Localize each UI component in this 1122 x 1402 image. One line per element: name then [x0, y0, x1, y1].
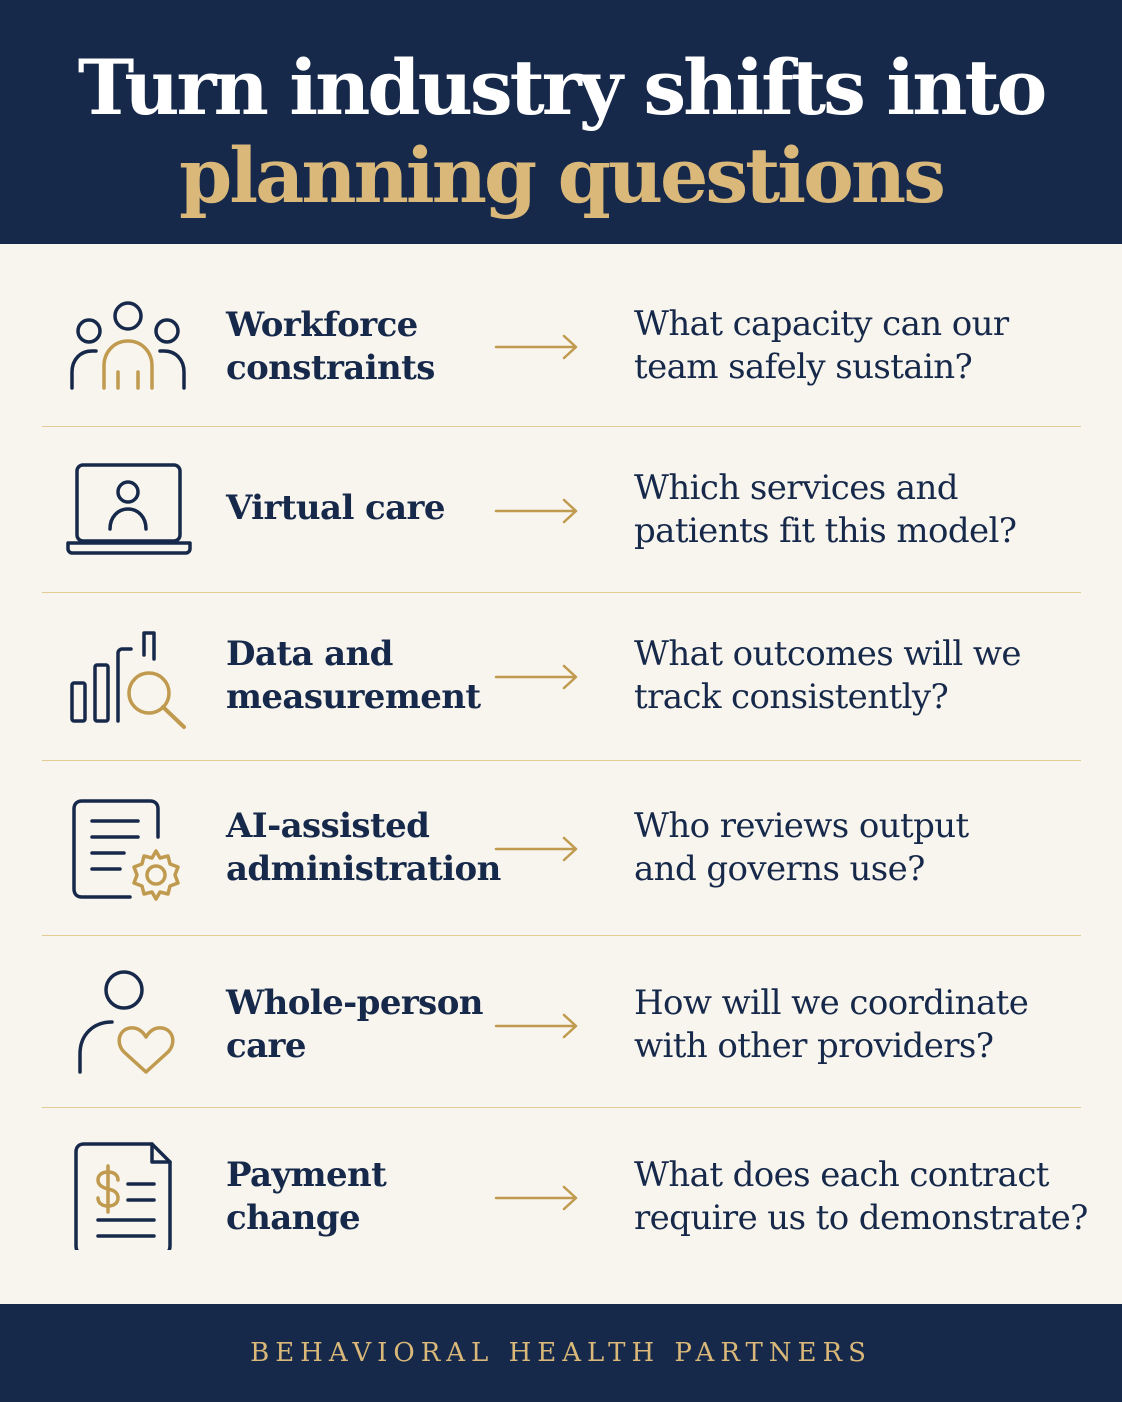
shift-label: Payment change: [226, 1155, 387, 1238]
list-item-payment-change: [0, 1108, 1122, 1304]
person-heart-icon: [62, 966, 194, 1076]
arrow-right-icon: [494, 1011, 580, 1041]
footer-banner: [0, 1304, 1122, 1402]
team-icon: [62, 296, 194, 406]
planning-question: Which services and patients fit this model?: [634, 468, 1017, 551]
chart-magnifier-icon: [62, 625, 194, 735]
arrow-right-icon: [494, 496, 580, 526]
organization-name: BEHAVIORAL HEALTH PARTNERS: [250, 1338, 872, 1368]
planning-question: What capacity can our team safely sustain?: [634, 304, 1009, 387]
arrow-right-icon: [494, 1183, 580, 1213]
arrow-right-icon: [494, 662, 580, 692]
shift-label: Whole-person care: [226, 983, 483, 1066]
list-item-virtual-care: [0, 427, 1122, 592]
title-line-2: planning questions: [179, 131, 943, 220]
title-line-1: Turn industry shifts into: [77, 43, 1045, 132]
planning-question: How will we coordinate with other providers?: [634, 983, 1029, 1066]
shift-label: AI-assisted administration: [226, 806, 501, 889]
laptop-person-icon: [62, 457, 194, 567]
shift-label: Workforce constraints: [226, 305, 435, 388]
arrow-right-icon: [494, 332, 580, 362]
invoice-dollar-icon: [62, 1140, 194, 1250]
list-item-ai-administration: [0, 761, 1122, 935]
list-item-workforce: [0, 244, 1122, 426]
document-gear-icon: [62, 795, 194, 905]
arrow-right-icon: [494, 834, 580, 864]
planning-question: What outcomes will we track consistently?: [634, 634, 1021, 717]
list-item-data-measurement: [0, 593, 1122, 760]
list-item-whole-person-care: [0, 936, 1122, 1107]
planning-question: Who reviews output and governs use?: [634, 806, 969, 889]
shift-label: Data and measurement: [226, 634, 481, 717]
header-banner: [0, 0, 1122, 244]
planning-question: What does each contract require us to demonstrate?: [634, 1155, 1088, 1238]
shift-label: Virtual care: [226, 488, 445, 528]
